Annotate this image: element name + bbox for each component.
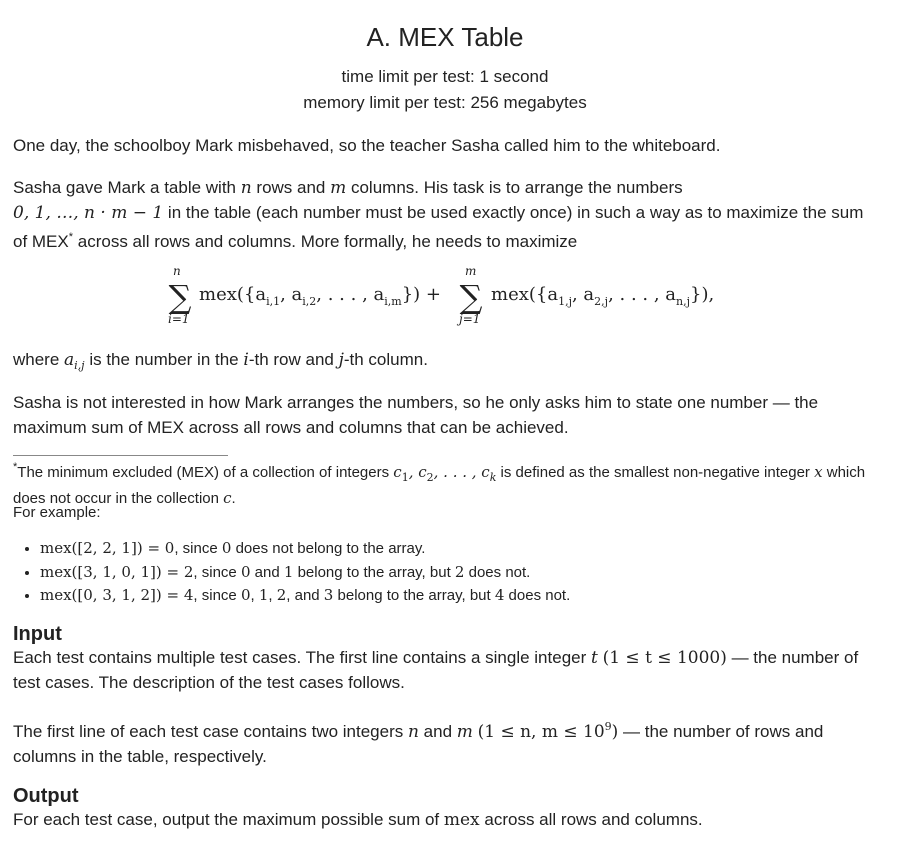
example-math: mex([0, 3, 1, 2]) = 4 <box>40 586 194 604</box>
text: For each test case, output the maximum possible sum of <box>13 810 444 829</box>
text: . <box>231 490 236 507</box>
legend-paragraph-2 <box>13 176 881 255</box>
math-t: t <box>590 648 598 668</box>
math-i: i <box>243 350 249 370</box>
math-c-sub2: 2 <box>426 471 434 484</box>
term2-sub3: n,j <box>676 295 691 308</box>
time-limit: time limit per test: 1 second <box>341 67 549 86</box>
text: across all rows and columns. More formally, he needs to maximize <box>73 232 578 251</box>
footnote-star: * <box>68 231 74 243</box>
math-c-sep: , c <box>408 463 427 481</box>
math-value: 4 <box>494 586 505 604</box>
term1-end: }) + <box>401 284 441 305</box>
problem-title: A. MEX Table <box>366 22 524 52</box>
text: columns. His task is to arrange the numbers <box>346 178 683 197</box>
text: and <box>418 722 457 741</box>
text: does not. <box>464 563 531 581</box>
term1-sub2: i,2 <box>302 295 317 308</box>
sum1-lower: i=1 <box>168 312 190 326</box>
text: does not belong to the array. <box>231 540 426 557</box>
term1 <box>199 284 441 308</box>
math-mex: mex <box>443 810 480 830</box>
text: , since <box>174 540 222 557</box>
math-n: n <box>407 722 419 742</box>
output-heading: Output <box>13 785 79 807</box>
math-nm-close: ) <box>611 722 619 742</box>
text: — the number of test cases. The description of the test cases follows. <box>13 648 859 692</box>
text: — the number of rows and columns in the table, respectively. <box>13 722 824 766</box>
math-c-var: c <box>223 489 232 507</box>
input-heading: Input <box>13 623 62 645</box>
text: , <box>250 587 259 604</box>
text: which does not occur in the collection <box>13 464 866 507</box>
text: is defined as the smallest non-negative integer <box>496 464 815 481</box>
math-x: x <box>814 463 823 481</box>
math-c: c <box>393 463 402 481</box>
text: Each test contains multiple test cases. The first line contains a single integer <box>13 648 591 667</box>
sum2-upper: m <box>465 264 477 278</box>
term2-head: mex({a <box>491 284 559 305</box>
math-value: 1 <box>258 586 269 604</box>
text: The minimum excluded (MEX) of a collection of integers <box>17 464 394 481</box>
term2-end: }), <box>690 284 715 305</box>
term2-sub2: 2,j <box>594 295 609 308</box>
text: and <box>250 563 284 581</box>
math-value: 0 <box>240 586 251 604</box>
text: , since <box>193 563 241 581</box>
list-item <box>40 537 570 561</box>
footnote-star: * <box>13 461 18 473</box>
for-example-label: For example: <box>13 504 101 521</box>
math-value: 3 <box>323 586 334 604</box>
sum2-sigma-icon: ∑ <box>459 278 483 316</box>
math-j: j <box>338 350 344 370</box>
term1-sub1: i,1 <box>266 295 281 308</box>
text: is the number in the <box>84 350 244 369</box>
sum2-lower: j=1 <box>459 312 481 326</box>
text: belong to the array, but <box>293 563 455 581</box>
formula-svg <box>0 263 890 329</box>
math-nm-exponent: 9 <box>604 720 612 733</box>
memory-limit: memory limit per test: 256 megabytes <box>303 93 587 112</box>
term2 <box>491 284 714 308</box>
text: , since <box>193 587 241 604</box>
math-value: 0 <box>221 539 232 557</box>
math-nm-constraint: (1 ≤ n, m ≤ 10 <box>477 722 605 742</box>
term1-sub3: i,m <box>384 295 402 308</box>
term2-dots: , . . . , a <box>608 284 677 305</box>
text: -th row and <box>248 350 339 369</box>
text: rows and <box>251 178 331 197</box>
term1-head: mex({a <box>199 284 267 305</box>
output-paragraph <box>13 808 881 833</box>
math-a: a <box>64 350 75 370</box>
input-paragraph-1 <box>13 646 881 695</box>
example-math: mex([2, 2, 1]) = 0 <box>40 539 175 557</box>
example-list <box>22 537 570 608</box>
math-m: m <box>330 178 347 198</box>
math-c-dots: , . . . , c <box>433 463 490 481</box>
text: does not. <box>504 587 571 604</box>
text: where <box>13 350 65 369</box>
sum1-sigma-icon: ∑ <box>168 278 192 316</box>
math-value: 2 <box>276 586 287 604</box>
objective-formula <box>0 263 890 329</box>
input-paragraph-2 <box>13 715 881 769</box>
text: The first line of each test case contains two integers <box>13 722 408 741</box>
legend-paragraph-3 <box>13 348 881 379</box>
text: Sasha gave Mark a table with <box>13 178 241 197</box>
math-value: 1 <box>283 562 294 581</box>
math-n: n <box>240 178 252 198</box>
term2-sub1: 1,j <box>558 295 572 308</box>
example-math: mex([3, 1, 0, 1]) = 2 <box>40 562 194 581</box>
legend-paragraph-4: Sasha is not interested in how Mark arranges the numbers, so he only asks him to state one number — the maximum sum of MEX across all rows and columns that can be achieved. <box>13 393 819 437</box>
math-m: m <box>456 722 473 742</box>
text: in the table (each number must be used exactly once) in such a way as to maximize the sum of MEX <box>13 202 864 251</box>
math-a-sub: i,j <box>74 359 85 372</box>
legend-paragraph-1: One day, the schoolboy Mark misbehaved, so the teacher Sasha called him to the whiteboard. <box>13 136 721 155</box>
math-sequence: 0, 1, …, n · m − 1 <box>13 202 164 223</box>
math-c-sub1: 1 <box>401 471 409 484</box>
footnote-divider <box>13 455 228 456</box>
text: -th column. <box>343 350 428 369</box>
math-value: 0 <box>240 562 251 581</box>
text: belong to the array, but <box>333 587 495 604</box>
sum1-upper: n <box>173 264 181 278</box>
term1-sep: , a <box>280 284 303 305</box>
list-item <box>40 584 570 608</box>
term2-sep: , a <box>571 284 595 305</box>
text: across all rows and columns. <box>479 810 703 829</box>
text: , and <box>286 587 324 604</box>
math-value: 2 <box>454 562 465 581</box>
math-t-constraint: (1 ≤ t ≤ 1000) <box>602 648 727 668</box>
list-item <box>40 561 570 585</box>
text: , <box>268 587 277 604</box>
math-c-subk: k <box>489 471 497 484</box>
term1-dots: , . . . , a <box>316 284 385 305</box>
